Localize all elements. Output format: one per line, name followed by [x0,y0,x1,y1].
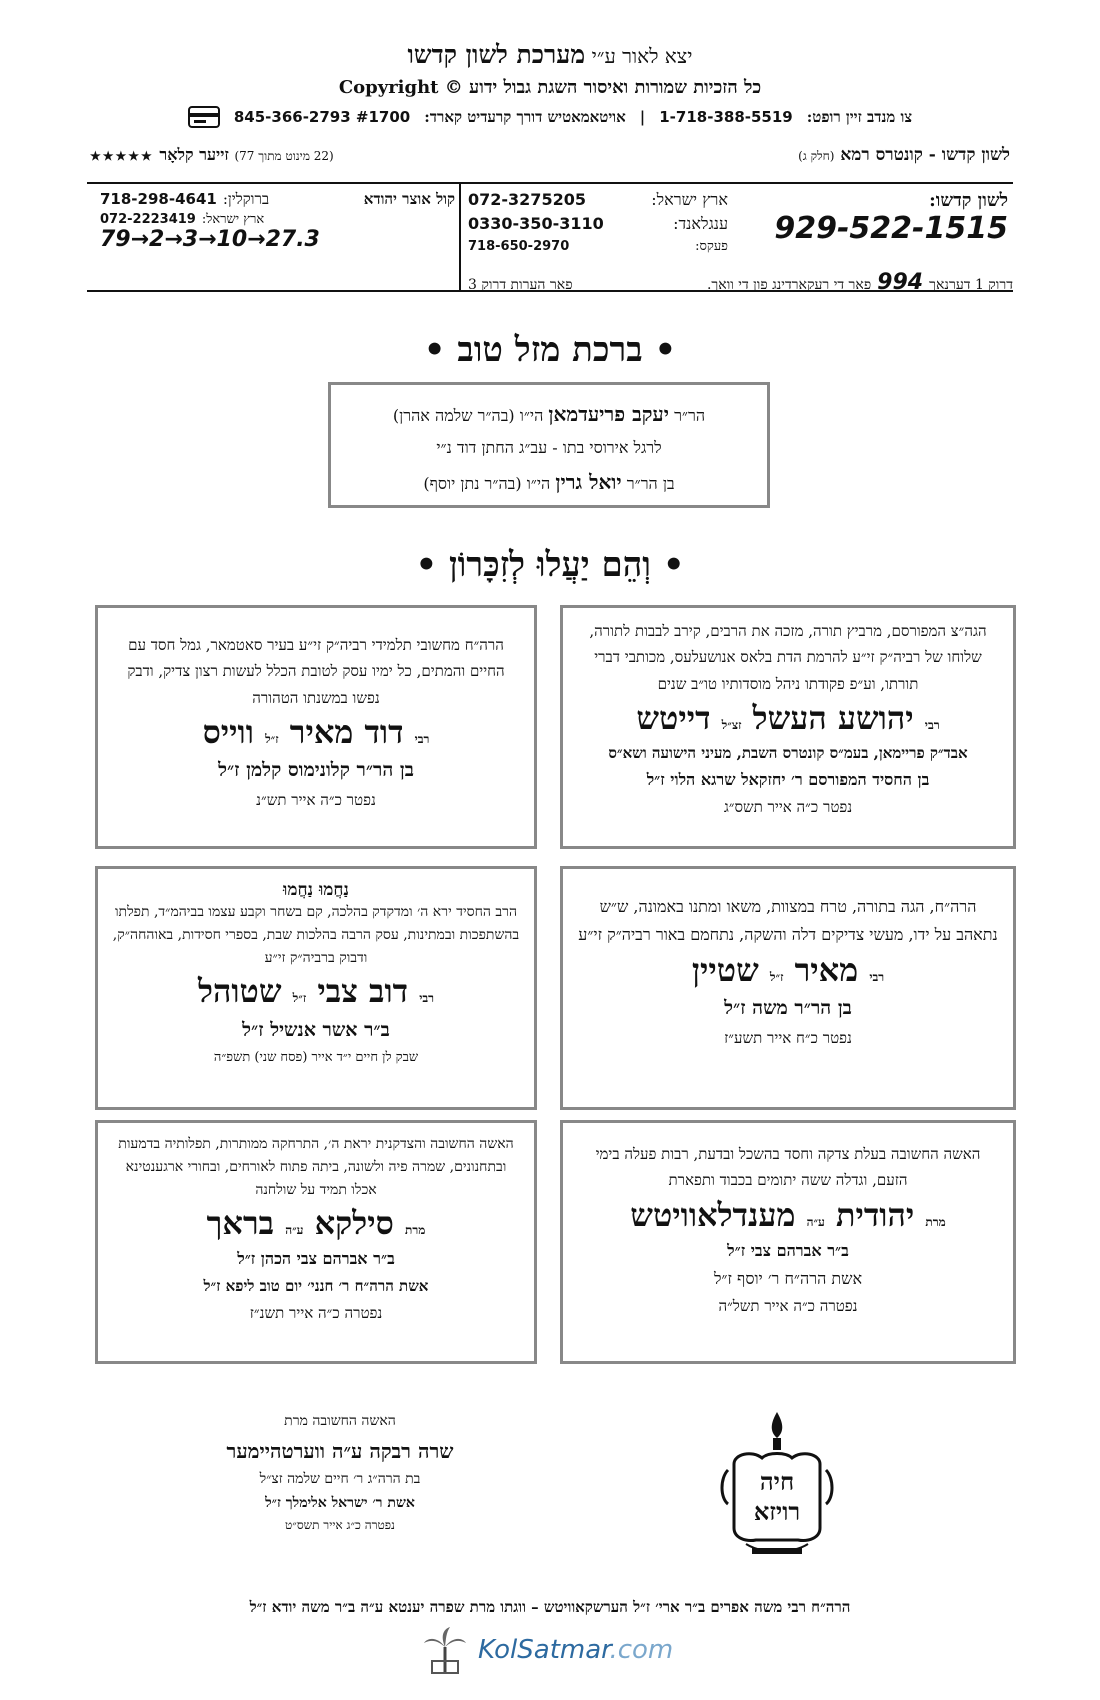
memorial-surname: בראך [206,1204,275,1243]
memorial-line2: ב״ר אברהם צבי הכהן ז״ל [237,1249,395,1269]
memorial-honor: ז״ל [265,731,279,746]
publisher-name: מערכת לשון קדשו [407,40,586,69]
kol-otzar-label: קול אוצר יהודא [363,190,455,208]
recording-note: פאר די רעקארדינג פון די וואך. [706,277,872,293]
memorial-box [95,605,537,849]
memorial-intro: האשה החשובה והצדקנית יראת ה׳, התרחקה ממותרות, תפלותיה בדמעות ובתחנונים, שמרה פיה ולשונה, ביתה פתוח לאורחים, ובחורי ארגענטינא אכלו תמיד על שולחנה [118,1136,514,1199]
logo-top-text: חיה [759,1467,795,1496]
site-tld[interactable]: .com [609,1635,674,1665]
info-right [748,190,1008,246]
memorial-intro: הרה״ח, הגה בתורה, טרח במצוות, משאו ומתנו באמונה, ש״ש נתאהב על ידו, מעשי צדיקים דלה והשקה, נתחמם באור רביה״ק זי״ע [578,897,998,944]
chaya-raiza-logo [712,1408,842,1568]
tribute-name: שרה רבקה ע״ה ווערטהיימער [226,1438,454,1463]
israel2-phone: 072-2223419 [100,212,196,227]
comments-instruction: פאר הערות דרוק 3 [468,277,573,293]
memorial-honor: ז״ל [292,991,307,1006]
israel2-label: ארץ ישראל: [201,212,265,227]
site-link[interactable] [478,1635,673,1665]
info-middle [468,190,728,254]
memorial-name: יהודית [835,1195,915,1234]
mazal-name: יעקב פריעדמאן [548,402,669,426]
memorial-honor: ז״ל [769,970,784,984]
memorial-line2: אבד״ק פריימאן, בעמ״ס קונטרס השבת, מעיני הישועה ושא״ס [608,743,968,762]
kuntres-title [798,145,1010,165]
footer-dedication: הרה״ח רבי משה אפרים ב״ר ארי׳ ז״ל הערשקאוויטש – ווגתו מרת שפרה יענטא ע״ה ב״ר משה יודא ז״ל [249,1598,851,1616]
memorial-surname: שטוהל [197,972,282,1011]
publisher-prefix: יצא לאור ע״י [591,44,693,68]
main-phone: 929-522-1515 [774,211,1008,246]
kuntres-part: (חלק ג) [798,149,835,163]
memorial-honor: ע״ה [285,1223,304,1238]
memorial-box [560,866,1016,1110]
menu-sequence: 79→2→3→10→27.3 [100,227,320,252]
memorial-prefix: רבי [414,731,430,746]
donate-phone-label: צו מנדב זיין רופט: [806,107,913,126]
memorial-prefix: רבי [924,717,940,732]
dial-number: 994 [877,270,924,295]
brooklyn-label: ברוקלין: [222,190,270,208]
fax-label: פעקס: [695,239,728,254]
mazal-son-name: יואל גרין [555,470,622,495]
info-divider [459,182,461,292]
memorial-name: דוב צבי [317,972,409,1011]
tribute-line4: אשת ר׳ ישראל אלימלך ז״ל [265,1494,415,1511]
mazal-occasion: לרגל אירוסי בתו - עב״ג החתן דוד נ״י [436,438,662,457]
mazal-tov-title: • ברכת מזל טוב • [423,330,677,370]
memorial-line2: בן הר״ר משה ז״ל [724,997,852,1020]
credit-card-label: אויטאמאטיש דורך קרעדיט קארד: [424,107,626,126]
memorial-prefix: רבי [869,970,885,984]
dial-instruction: דרוק 1 דערנאך [929,277,1013,293]
clarity-label: זייער קלאָר [159,145,229,164]
memorial-name: מאיר [794,951,859,989]
credit-card-icon [188,106,220,128]
memorial-intro: האשה החשובה בעלת צדקה וחסד בהשכל ובדעת, רבות פעלה בימי הזעם, וגדלה ששה יתומים בכבוד ותפארת [595,1145,981,1190]
memorial-surname: ווייס [202,712,254,751]
palm-tree-icon [420,1625,470,1675]
memorial-box [560,1120,1016,1364]
header-line-1 [0,40,1100,70]
kuntres-label: לשון קדשו - קונטרס [875,145,1010,165]
memorial-title: • וְהֵם יַעֲלוּ לְזִכָּרוֹן • [415,545,685,585]
memorial-line3: אשת הרה״ח ר׳ יוסף ז״ל [713,1268,863,1288]
site-name[interactable]: KolSatmar [478,1635,610,1665]
memorial-honor: ע״ה [806,1214,825,1229]
info-left [100,190,455,252]
memorial-intro: הרב החסיד ירא ה׳ ומדקדק בהלכה, קם בשחר וקבע עצמו בביהמ״ד, תפלתו בהשתפכות ובמתינות, עסק הרבה בהלכות שבת, בספרי חסידות, באוהחה״ק, ודבוק ברביה״ק זי״ע [112,904,520,967]
memorial-line2: בן הר״ר קלונימוס קלמן ז״ל [218,758,414,781]
rating-line [90,145,334,165]
memorial-date: נפטר כ״ה אייר תשס״ג [723,798,853,817]
memorial-surname: דייטש [636,698,711,737]
mazal-prefix: הר״ר [674,406,706,425]
brooklyn-phone: 718-298-4641 [100,190,217,208]
israel-label: ארץ ישראל: [651,190,728,209]
memorial-surname: מענדלאוויטש [630,1195,796,1234]
memorial-date: נפטר כ״ח אייר תשע״ז [724,1029,852,1048]
memorial-box [95,866,537,1110]
tribute-line1: האשה החשובה מרת [284,1413,396,1429]
memorial-prefix: מרת [405,1223,426,1238]
england-label: ענגלאנד: [673,214,728,233]
memorial-date: נפטרה כ״ה אייר תשל״ה [718,1296,858,1315]
duration-note: (22 מינוט מתוך 77) [234,149,334,163]
memorial-prefix: רבי [419,991,435,1006]
memorial-date: נפטר כ״ה אייר תש״נ [256,791,376,810]
credit-card-phone: 845-366-2793 #1700 [233,108,411,126]
memorial-name: יהושע העשל [752,698,914,737]
lashon-kodsho-label: לשון קדשו: [929,190,1008,211]
copyright-line: כל הזכיות שמורות ואיסור השגת גבול ידוע © Copyright [338,77,762,98]
separator: | [639,108,646,126]
fax-number: 718-650-2970 [468,239,570,254]
memorial-line2: ב״ר אברהם צבי ז״ל [727,1240,849,1260]
england-phone: 0330-350-3110 [468,214,604,233]
memorial-name: סילקא [314,1204,394,1243]
site-brand[interactable] [420,1620,700,1680]
mazal-son-suffix: הי״ו (בה״ר נתן יוסף) [423,474,551,494]
memorial-name: דוד מאיר [289,712,404,751]
israel-phone: 072-3275205 [468,190,586,209]
tribute-block [190,1410,490,1536]
tribute-line3: בת הרה״ג ר׳ חיים שלמה זצ״ל [259,1470,421,1487]
memorial-intro: הרה״ח מחשובי תלמידי רביה״ק זי״ע בעיר סאטמאר, גמל חסד עם החיים והמתים, כל ימיו עסק לטובת הכלל לעשות רצון צדיק, ודבק נפשו במשנתו הטהורה [127,636,505,707]
memorial-line3: אשת הרה״ח ר׳ חנני׳ יום טוב ליפא ז״ל [203,1277,429,1296]
memorial-line3: בן החסיד המפורסם ר׳ יחזקאל שרגא הלוי ז״ל [646,770,930,790]
candle-logo-icon [712,1408,842,1568]
memorial-honor: זצ״ל [721,717,742,732]
memorial-date: נפטרה כ״ה אייר תשנ״ז [249,1303,383,1322]
memorial-prefix: מרת [925,1214,946,1229]
memorial-box [95,1120,537,1364]
memorial-date: שבק לן חיים י״ד אייר (פסח שני) תשפ״ה [213,1049,419,1065]
memorial-surname: שטיין [691,951,759,989]
logo-bottom-text: רויזא [753,1497,801,1526]
star-rating-icon: ★★★★★ [90,149,154,163]
mazal-suffix: הי״ו (בה״ר שלמה אהרן) [392,406,544,425]
memorial-line2: ב״ר אשר אנשיל ז״ל [242,1018,390,1041]
nachamu-heading: נַחֲמוּ נַחֲמוּ [283,880,349,900]
kuntres-name: רמא [840,145,870,165]
mazal-tov-box [328,382,770,508]
donation-line [160,106,940,128]
tribute-line5: נפטרה כ״ג אייר תשס״ט [285,1518,395,1533]
mazal-son-prefix: בן הר״ר [626,474,675,494]
memorial-intro: הגה״צ המפורסם, מרביץ תורה, מזכה את הרבים, קירב לבבות לתורה, שלוחו של רביה״ק זי״ע להרמת הדת בלאס אנושעלעס, מכותבי דברי תורתו, וע״פ פקודתו ניהל מוסדותיו טו״ב שנים [589,622,987,693]
info-bottom-row [468,270,1013,295]
donate-phone: 1-718-388-5519 [659,108,793,126]
memorial-box [560,605,1016,849]
